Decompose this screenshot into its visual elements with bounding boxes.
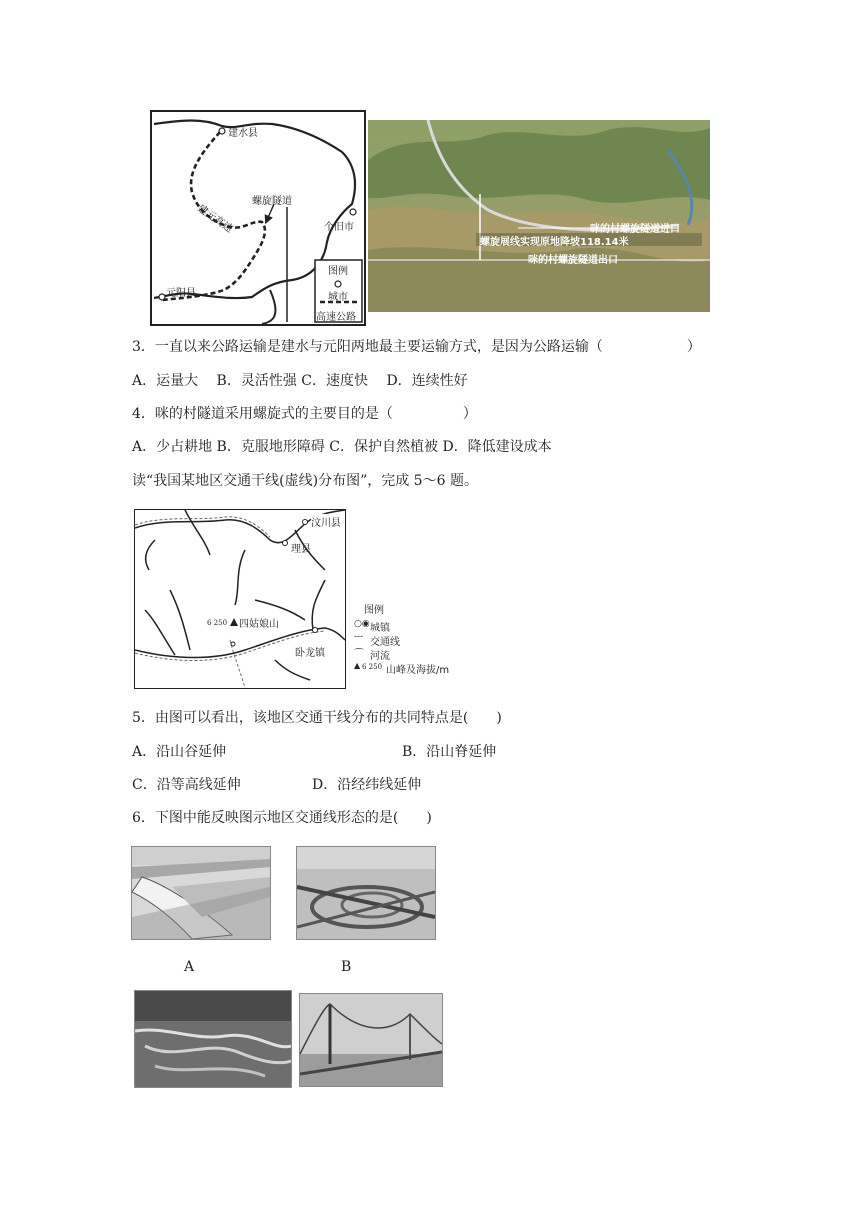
map2-legend-peak: 山峰及海拔/m	[386, 665, 450, 676]
label-jianshui: 建水县	[228, 128, 258, 139]
transport-map	[134, 509, 346, 689]
map1-legend-city: 城市	[328, 292, 348, 303]
question-5-option-d: D．沿经纬线延伸	[312, 777, 422, 793]
city-marker-yuanyang	[159, 294, 165, 300]
question-3: 3．一直以来公路运输是建水与元阳两地最主要运输方式，是因为公路运输（ ）	[132, 339, 701, 355]
town-marker-lixian	[283, 541, 288, 546]
map2-legend-town: 城镇	[370, 623, 390, 634]
question-5: 5．由图可以看出，该地区交通干线分布的共同特点是( )	[132, 710, 502, 726]
jianshui-yuanyang-map	[150, 110, 366, 326]
question-4: 4．咪的村隧道采用螺旋式的主要目的是（ ）	[132, 406, 477, 422]
label-tunnel-exit: 咪的村螺旋隧道出口	[528, 255, 618, 266]
city-marker-jianshui	[219, 128, 225, 134]
question-5-option-a: A．沿山谷延伸	[132, 744, 227, 760]
photo-option-a-maglev	[131, 846, 271, 940]
question-4-options: A．少占耕地 B．克服地形障碍 C．保护自然植被 D．降低建设成本	[132, 439, 552, 455]
map2-legend-traffic: 交通线	[370, 637, 400, 648]
legend-town-symbol: ○◉	[354, 619, 370, 629]
aerial-terrain	[368, 120, 710, 312]
label-option-b: B	[341, 959, 352, 975]
map2-legend-title: 图例	[364, 605, 384, 616]
label-wolong: 卧龙镇	[295, 648, 325, 659]
legend-river-symbol: ⌒	[354, 649, 364, 660]
label-tunnel: 螺旋隧道	[252, 196, 292, 207]
map2-legend	[352, 597, 472, 682]
map2-legend-river: 河流	[370, 651, 390, 662]
city-marker-gejiu	[350, 209, 356, 215]
map1-legend-highway: 高速公路	[316, 312, 356, 323]
tunnel-aerial-photo	[368, 120, 710, 312]
label-elevation-drop: 螺旋展线实现原地降坡118.14米	[480, 237, 629, 248]
label-peak-elev: 6 250	[207, 619, 228, 627]
label-wenchuan: 汶川县	[311, 514, 341, 529]
question-5-option-b: B．沿山脊延伸	[402, 744, 497, 760]
map1-legend-title: 图例	[328, 266, 348, 277]
legend-traffic-symbol: ---	[354, 632, 364, 642]
photo-option-c-switchback-road	[134, 990, 292, 1088]
map2-legend-peak-elev: 6 250	[362, 663, 383, 671]
photo-option-b-interchange	[296, 846, 436, 940]
question-5-option-c: C．沿等高线延伸	[132, 777, 241, 793]
intro-5-6: 读“我国某地区交通干线(虚线)分布图”，完成 5～6 题。	[132, 473, 478, 489]
town-marker-wenchuan	[303, 520, 308, 525]
town-marker-wolong	[313, 628, 318, 633]
label-siguniang: 四姑娘山	[239, 619, 279, 630]
question-6: 6．下图中能反映图示地区交通线形态的是( )	[132, 810, 432, 826]
label-yuanyang: 元阳县	[166, 288, 196, 299]
label-highway: 建元高速	[195, 203, 235, 236]
label-lixian: 理县	[291, 544, 311, 555]
label-gejiu: 个旧市	[324, 222, 354, 233]
peak-marker	[230, 618, 238, 626]
photo-option-d-suspension-bridge	[299, 993, 443, 1087]
map2-drawing	[135, 510, 345, 688]
label-option-a: A	[184, 959, 195, 975]
legend-peak-symbol: ▲	[354, 661, 361, 670]
question-3-options: A．运量大 B．灵活性强 C．速度快 D．连续性好	[132, 373, 468, 389]
label-tunnel-entrance: 咪的村螺旋隧道进口	[590, 224, 680, 235]
